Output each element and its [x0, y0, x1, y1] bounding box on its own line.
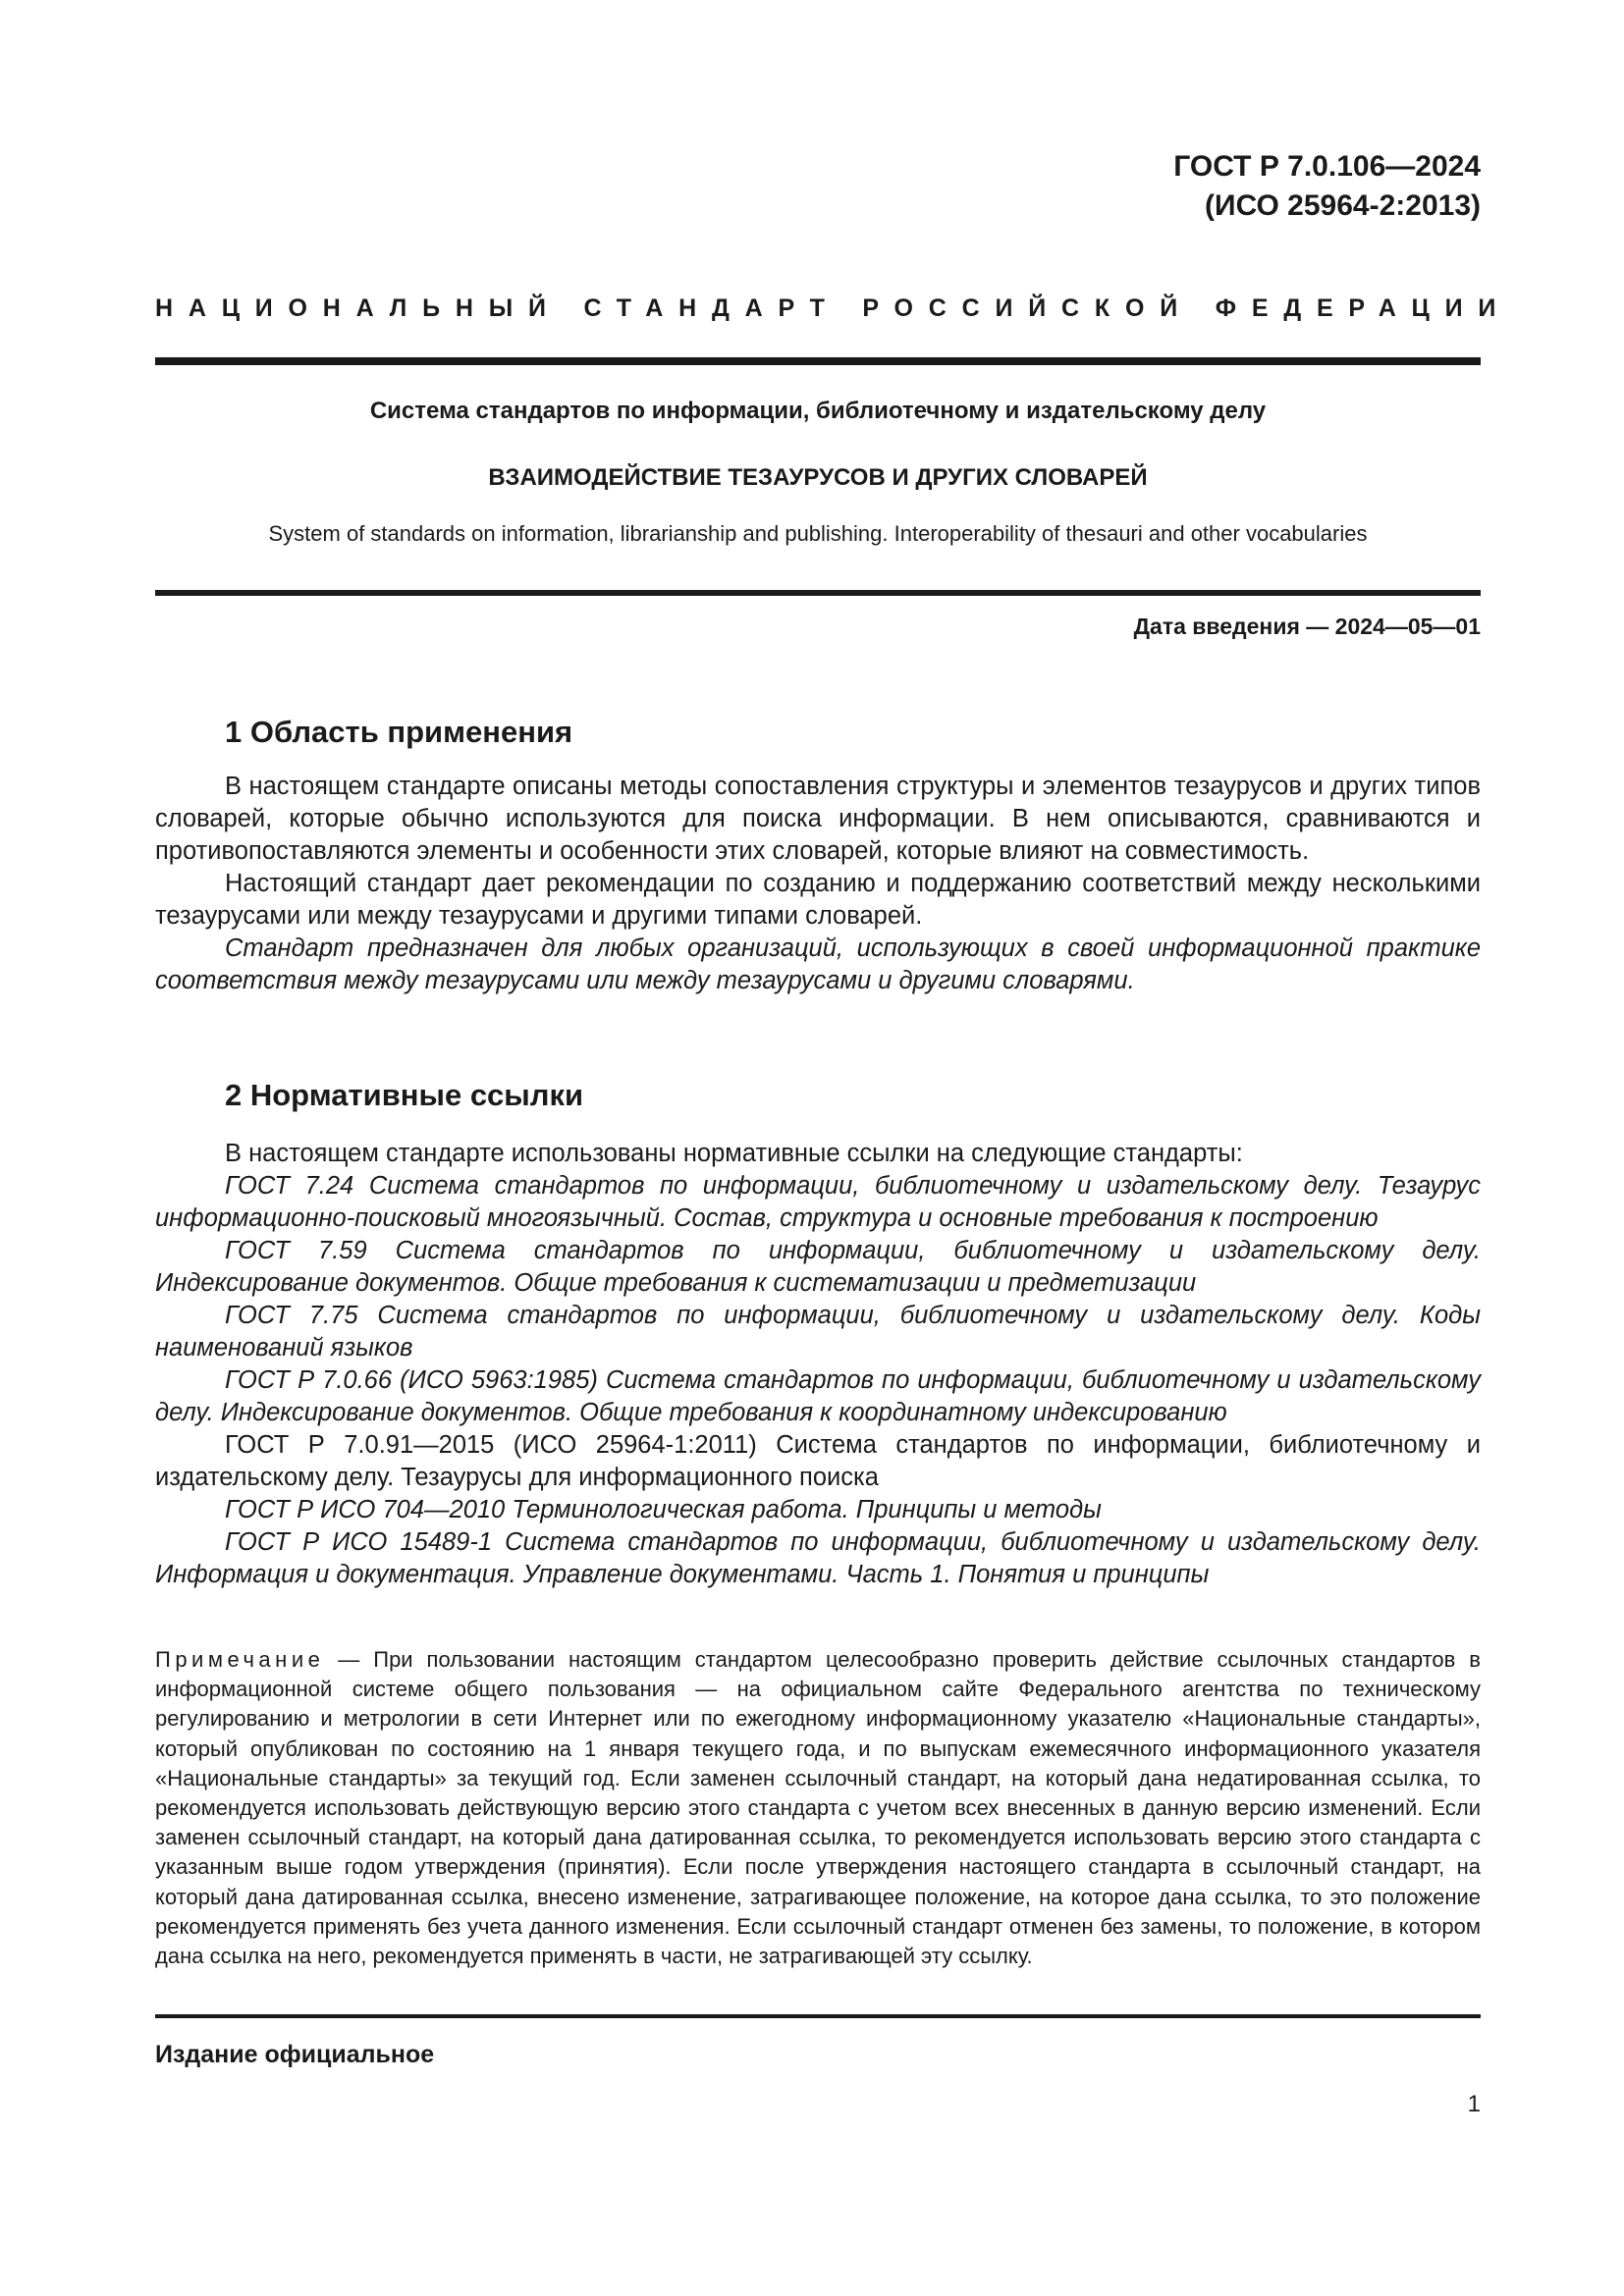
reference-item: ГОСТ Р 7.0.66 (ИСО 5963:1985) Система стандартов по информации, библиотечному и издательскому делу. Индексирование документов. Общие требования к координатному индексированию [155, 1366, 1481, 1426]
reference-item: ГОСТ 7.75 Система стандартов по информации, библиотечному и издательскому делу. Коды наименований языков [155, 1302, 1481, 1362]
reference-item: ГОСТ Р ИСО 704—2010 Терминологическая работа. Принципы и методы [225, 1496, 1102, 1523]
bottom-rule [155, 2014, 1481, 2018]
reference-item: ГОСТ 7.24 Система стандартов по информации, библиотечному и издательскому делу. Тезаурус информационно-поисковый многоязычный. Состав, структура и основные требования к построению [155, 1172, 1481, 1232]
section-1-heading: 1 Область применения [225, 715, 573, 749]
section-2-heading: 2 Нормативные ссылки [225, 1078, 584, 1112]
references-intro: В настоящем стандарте использованы нормативные ссылки на следующие стандарты: [225, 1140, 1243, 1167]
main-title: ВЗАИМОДЕЙСТВИЕ ТЕЗАУРУСОВ И ДРУГИХ СЛОВАРЕЙ [488, 464, 1148, 491]
references-note [155, 1645, 1481, 1971]
introduction-date: Дата введения — 2024—05—01 [1133, 614, 1481, 639]
designation-iso: (ИСО 25964-2:2013) [1205, 189, 1481, 222]
section-1-paragraph: В настоящем стандарте описаны методы сопоставления структуры и элементов тезаурусов и других типов словарей, которые обычно используются для поиска информации. В нем описываются, сравниваются и противопоставляются элементы и особенности этих словарей, которые влияют на совместимость. [155, 773, 1481, 865]
normative-references [155, 1138, 1481, 1591]
section-1-paragraph: Стандарт предназначен для любых организаций, использующих в своей информационной практике соответствия между тезаурусами или между тезаурусами и другими словарями. [155, 934, 1481, 994]
standard-designation [1173, 147, 1481, 226]
note-label: Примечание [155, 1647, 325, 1672]
section-1-body [155, 771, 1481, 997]
english-title: System of standards on information, librarianship and publishing. Interoperability of thesauri and other vocabularies [268, 521, 1368, 546]
designation-number: ГОСТ Р 7.0.106—2024 [1173, 150, 1481, 183]
top-rule [155, 357, 1481, 365]
reference-item: ГОСТ 7.59 Система стандартов по информации, библиотечному и издательскому делу. Индексирование документов. Общие требования к систематизации и предметизации [155, 1237, 1481, 1297]
section-1-paragraph: Настоящий стандарт дает рекомендации по созданию и поддержанию соответствий между несколькими тезаурусами или между тезаурусами и другими типами словарей. [155, 870, 1481, 930]
note-text: — При пользовании настоящим стандартом целесообразно проверить действие ссылочных стандартов в информационной системе общего пользования — на официальном сайте Федерального агентства по техническому регулированию и метрологии в сети Интернет или по ежегодному информационному указателю «Национальные стандарты», который опубликован по состоянию на 1 января текущего года, и по выпускам ежемесячного информационного указателя «Национальные стандарты» за текущий год. Если заменен ссылочный стандарт, на который дана недатированная ссылка, то рекомендуется использовать действующую версию этого стандарта с учетом всех внесенных в данную версию изменений. Если заменен ссылочный стандарт, на который дана датированная ссылка, то рекомендуется использовать версию этого стандарта с указанным выше годом утверждения (принятия). Если после утверждения настоящего стандарта в ссылочный стандарт, на который дана датированная ссылка, внесено изменение, затрагивающее положение, на которое дана ссылка, то это положение рекомендуется применять без учета данного изменения. Если ссылочный стандарт отменен без замены, то положение, в котором дана ссылка на него, рекомендуется применять в части, не затрагивающей эту ссылку. [155, 1647, 1481, 1969]
official-edition-label: Издание официальное [155, 2041, 435, 2068]
title-rule [155, 590, 1481, 596]
system-title: Система стандартов по информации, библиотечному и издательскому делу [369, 398, 1267, 424]
reference-item: ГОСТ Р ИСО 15489-1 Система стандартов по информации, библиотечному и издательскому делу. Информация и документация. Управление документами. Часть 1. Понятия и принципы [155, 1528, 1481, 1588]
national-standard-heading: НАЦИОНАЛЬНЫЙ СТАНДАРТ РОССИЙСКОЙ ФЕДЕРАЦИИ [155, 294, 1512, 322]
page-number: 1 [1467, 2091, 1481, 2117]
reference-item: ГОСТ Р 7.0.91—2015 (ИСО 25964-1:2011) Система стандартов по информации, библиотечному и издательскому делу. Тезаурусы для информационного поиска [155, 1431, 1481, 1491]
